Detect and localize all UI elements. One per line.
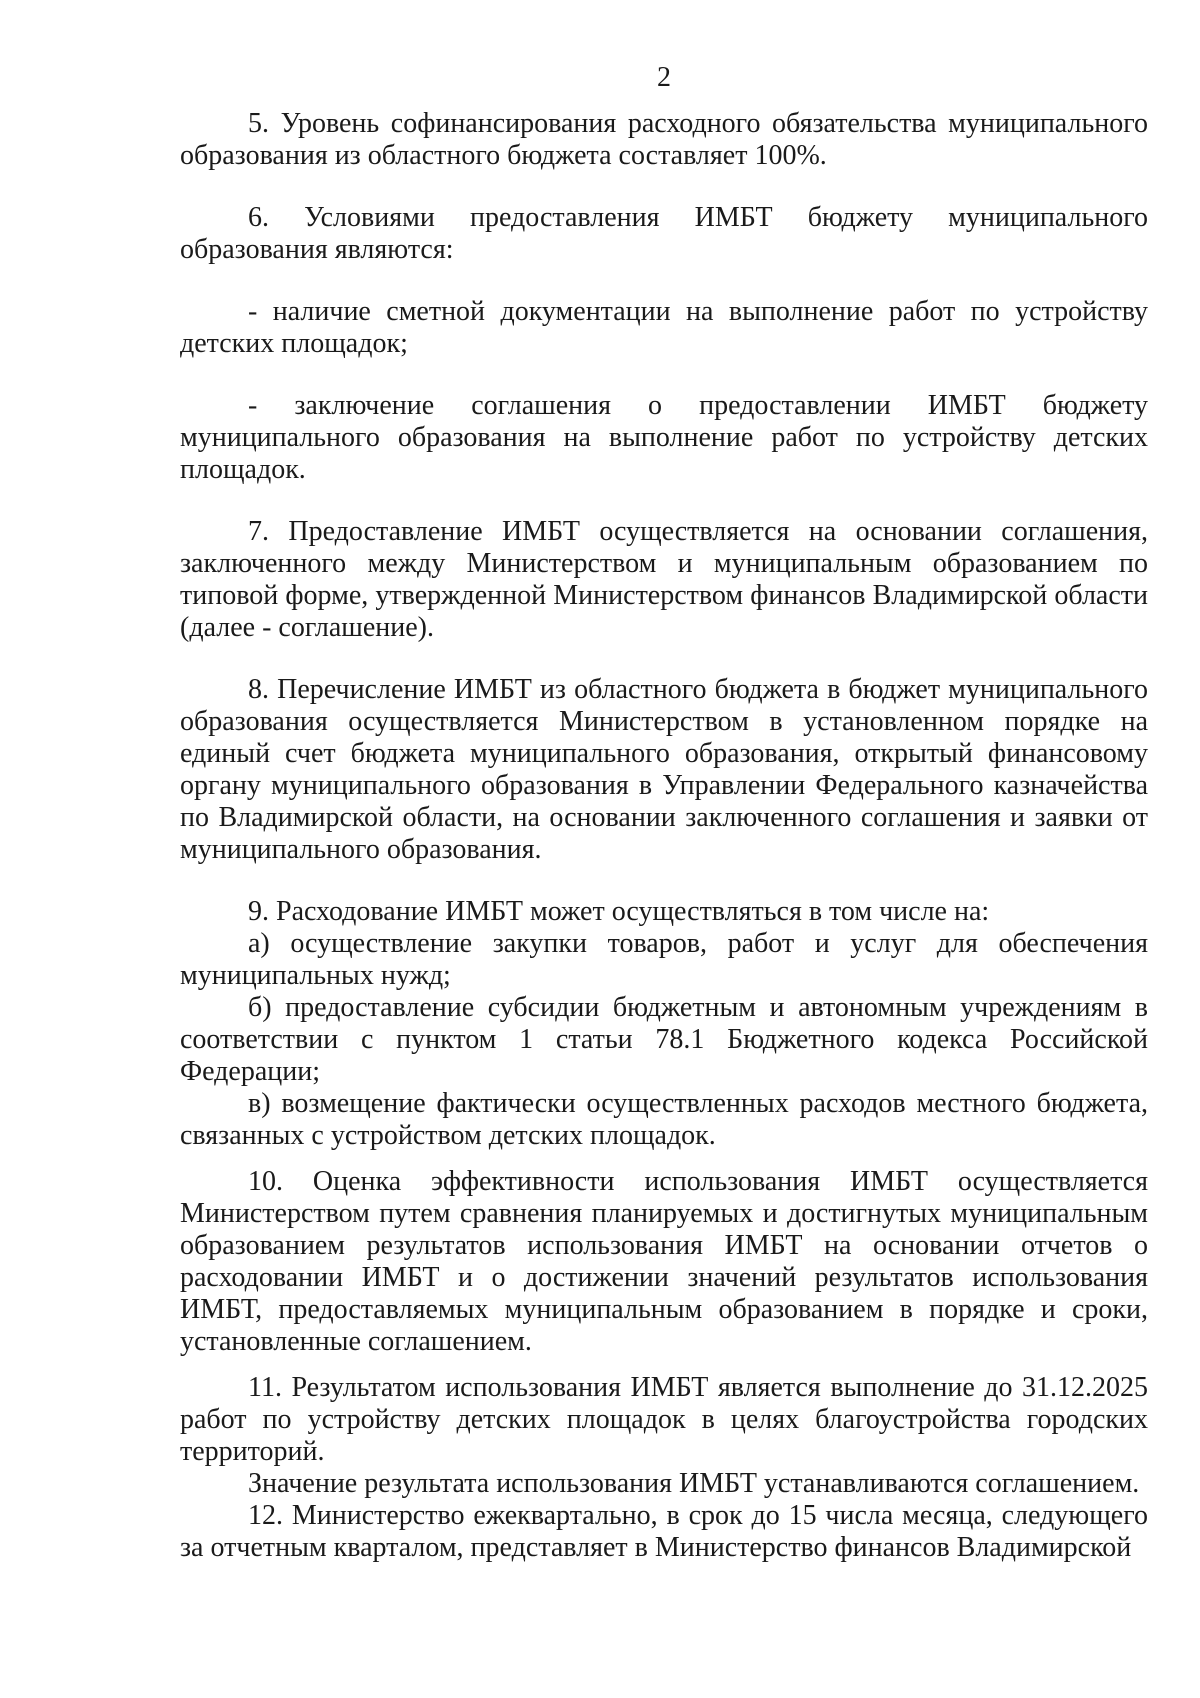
paragraph-6-item-1: - наличие сметной документации на выполнение работ по устройству детских площадок;	[180, 296, 1148, 359]
paragraph-6: 6. Условиями предоставления ИМБТ бюджету муниципального образования являются:	[180, 202, 1148, 265]
paragraph-7: 7. Предоставление ИМБТ осуществляется на основании соглашения, заключенного между Министерством и муниципальным образованием по типовой форме, утвержденной Министерством финансов Владимирской области (далее - соглашение).	[180, 516, 1148, 643]
paragraph-9-item-b: б) предоставление субсидии бюджетным и автономным учреждениям в соответствии с пунктом 1 статьи 78.1 Бюджетного кодекса Российской Федерации;	[180, 992, 1148, 1087]
paragraph-6-item-2: - заключение соглашения о предоставлении ИМБТ бюджету муниципального образования на выполнение работ по устройству детских площадок.	[180, 390, 1148, 485]
paragraph-9-item-a: а) осуществление закупки товаров, работ и услуг для обеспечения муниципальных нужд;	[180, 928, 1148, 991]
paragraph-12: 12. Министерство ежеквартально, в срок до 15 числа месяца, следующего за отчетным кварталом, представляет в Министерство финансов Владимирской	[180, 1500, 1148, 1563]
paragraph-8: 8. Перечисление ИМБТ из областного бюджета в бюджет муниципального образования осуществляется Министерством в установленном порядке на единый счет бюджета муниципального образования, открытый финансовому органу муниципального образования в Управлении Федерального казначейства по Владимирской области, на основании заключенного соглашения и заявки от муниципального образования.	[180, 674, 1148, 865]
paragraph-9-item-c: в) возмещение фактически осуществленных расходов местного бюджета, связанных с устройством детских площадок.	[180, 1088, 1148, 1151]
paragraph-11: 11. Результатом использования ИМБТ является выполнение до 31.12.2025 работ по устройству детских площадок в целях благоустройства городских территорий.	[180, 1372, 1148, 1467]
page-number: 2	[657, 62, 671, 93]
paragraph-10: 10. Оценка эффективности использования ИМБТ осуществляется Министерством путем сравнения планируемых и достигнутых муниципальным образованием результатов использования ИМБТ на основании отчетов о расходовании ИМБТ и о достижении значений результатов использования ИМБТ, предоставляемых муниципальным образованием в порядке и сроки, установленные соглашением.	[180, 1166, 1148, 1357]
paragraph-9: 9. Расходование ИМБТ может осуществляться в том числе на:	[248, 896, 990, 927]
paragraph-11-value: Значение результата использования ИМБТ устанавливаются соглашением.	[248, 1468, 1140, 1499]
paragraph-5: 5. Уровень софинансирования расходного обязательства муниципального образования из областного бюджета составляет 100%.	[180, 108, 1148, 171]
